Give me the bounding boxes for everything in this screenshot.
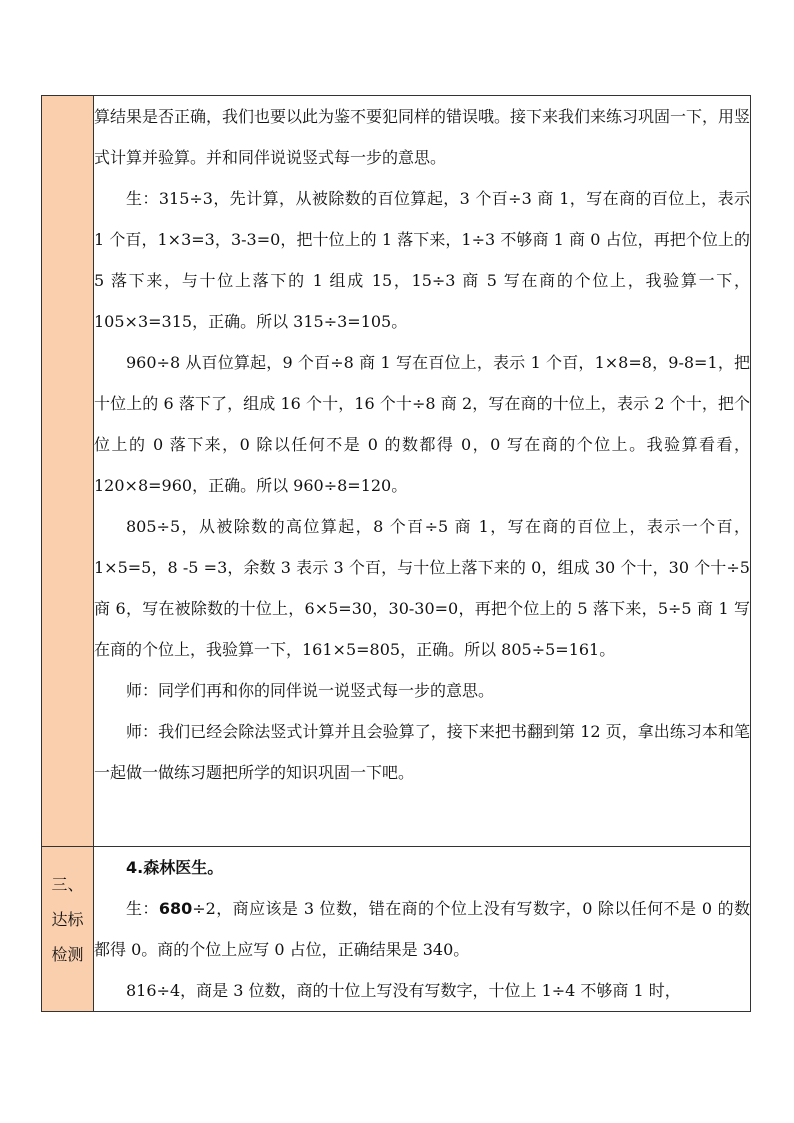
content-cell-practice bbox=[94, 96, 751, 847]
content-cell-test bbox=[94, 847, 751, 1012]
paragraph-960: 960÷8 从百位算起，9 个百÷8 商 1 写在百位上，表示 1 个百，1×8=8，9-8=1，把十位上的 6 落下了，组成 16 个十，16 个十÷8 商 2，写在商的十位上，表示 2 个十，把个位上的 0 落下来，0 除以任何不是 0 的数都得 0，0 写在商的个位上。我验算看看，120×8=960，正确。所以 960÷8=120。 bbox=[94, 353, 750, 495]
section-title-1: 达标 bbox=[51, 910, 84, 929]
paragraph-315: 生：315÷3，先计算，从被除数的百位算起，3 个百÷3 商 1，写在商的百位上，表示 1 个百，1×3=3，3-3=0，把十位上的 1 落下来，1÷3 不够商 1 商 0 占位，再把个位上的 5 落下来，与十位上落下的 1 组成 15，15÷3 商 5 写在商的个位上，我验算一下，105×3=315，正确。所以 315÷3=105。 bbox=[94, 189, 750, 331]
paragraph-805: 805÷5，从被除数的高位算起，8 个百÷5 商 1，写在商的百位上，表示一个百，1×5=5，8 -5 =3，余数 3 表示 3 个百，与十位上落下来的 0，组成 30 个十，30 个十÷5 商 6，写在被除数的十位上，6×5=30，30-30=0，再把个位上的 5 落下来，5÷5 商 1 写在商的个位上，我验算一下，161×5=805，正确。所以 805÷5=161。 bbox=[94, 517, 750, 659]
speaker-prefix: 生： bbox=[126, 899, 159, 918]
paragraph-680 bbox=[94, 888, 750, 970]
paragraph-intro: 算结果是否正确，我们也要以此为鉴不要犯同样的错误哦。接下来我们来练习巩固一下，用竖式计算并验算。并和同伴说说竖式每一步的意思。 bbox=[94, 107, 751, 167]
lesson-table bbox=[41, 95, 751, 1012]
section-title-2: 检测 bbox=[51, 945, 84, 964]
exercise-heading-text: 4.森林医生。 bbox=[126, 858, 224, 877]
section-number: 三、 bbox=[51, 875, 84, 894]
paragraph-680-rest: ÷2，商应该是 3 位数，错在商的个位上没有写数字，0 除以任何不是 0 的数都得 0。商的个位上应写 0 占位，正确结果是 340。 bbox=[94, 899, 750, 959]
side-cell-section-label bbox=[42, 847, 94, 1012]
paragraph-816: 816÷4，商是 3 位数，商的十位上写没有写数字，十位上 1÷4 不够商 1 时， bbox=[126, 981, 681, 1000]
paragraph-teacher-2: 师：我们已经会除法竖式计算并且会验算了，接下来把书翻到第 12 页，拿出练习本和笔一起做一做练习题把所学的知识巩固一下吧。 bbox=[94, 722, 750, 782]
bold-number: 680 bbox=[158, 899, 193, 918]
section-label bbox=[42, 847, 93, 972]
table-row bbox=[42, 96, 751, 847]
table-row bbox=[42, 847, 751, 1012]
side-cell-empty bbox=[42, 96, 94, 847]
exercise-heading bbox=[94, 847, 750, 888]
paragraph-teacher-1: 师：同学们再和你的同伴说一说竖式每一步的意思。 bbox=[126, 681, 495, 700]
